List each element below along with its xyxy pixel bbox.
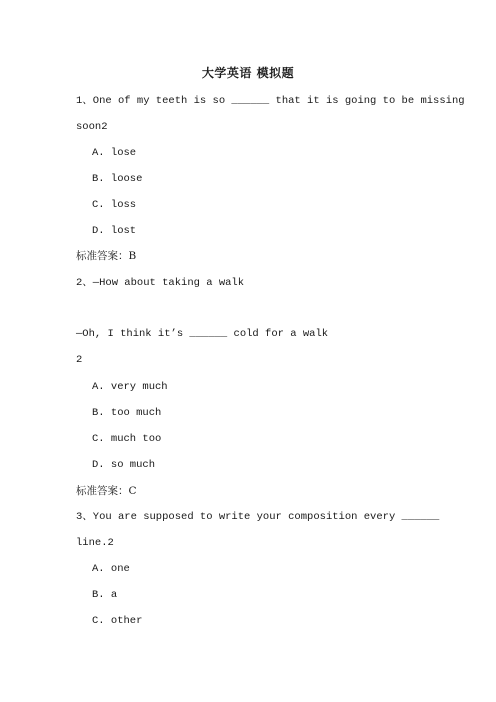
question-2-answer: 标准答案：C bbox=[76, 485, 137, 497]
question-1-answer: 标准答案：B bbox=[76, 250, 137, 262]
question-3-option-a: A. one bbox=[92, 563, 130, 575]
question-3-option-c: C. other bbox=[92, 615, 143, 627]
question-2-option-c: C. much too bbox=[92, 433, 162, 445]
question-2-stem-line-2: —Oh, I think it’s ______ cold for a walk bbox=[76, 328, 329, 340]
question-3-option-b: B. a bbox=[92, 589, 118, 601]
question-1-stem-line-2: soon2 bbox=[76, 121, 108, 133]
question-2-option-a: A. very much bbox=[92, 381, 168, 393]
question-1-stem-line-1: 1、One of my teeth is so ______ that it is going to be missing bbox=[76, 95, 465, 107]
question-2-option-b: B. too much bbox=[92, 407, 162, 419]
question-1-option-a: A. lose bbox=[92, 147, 137, 159]
question-2-stem-line-3: 2 bbox=[76, 354, 83, 366]
question-3-stem-line-1: 3、You are supposed to write your composition every ______ bbox=[76, 511, 440, 523]
page-title: 大学英语 模拟题 bbox=[201, 66, 295, 80]
question-1-option-b: B. loose bbox=[92, 173, 143, 185]
question-1-option-c: C. loss bbox=[92, 199, 137, 211]
question-1-option-d: D. lost bbox=[92, 225, 137, 237]
question-2-option-d: D. so much bbox=[92, 459, 156, 471]
question-2-stem-line-1: 2、—How about taking a walk bbox=[76, 277, 245, 289]
question-3-stem-line-2: line.2 bbox=[76, 537, 114, 549]
